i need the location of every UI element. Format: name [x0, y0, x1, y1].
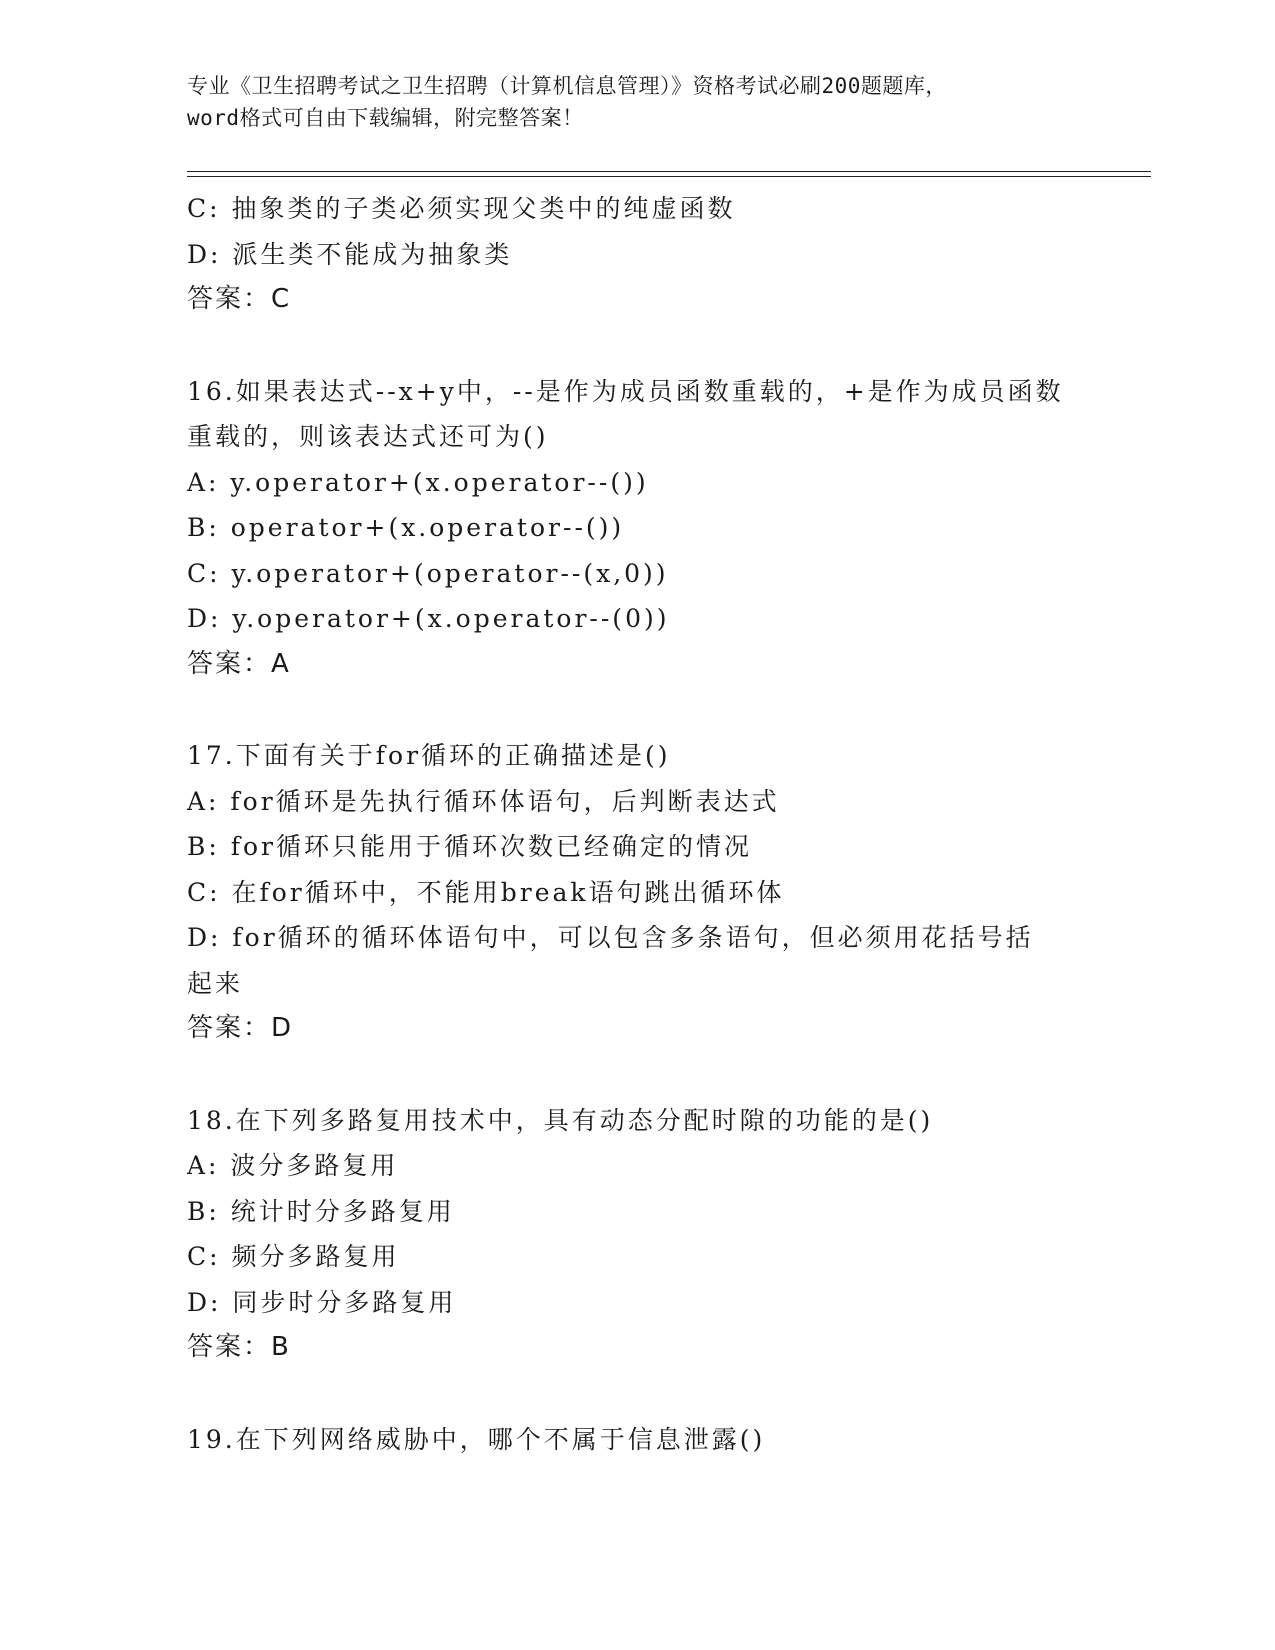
option-line: A: y.operator+(x.operator--())	[187, 467, 649, 497]
option-line: A: 波分多路复用	[187, 1151, 399, 1180]
question-list	[187, 186, 1087, 1462]
question-stem: 16.如果表达式--x+y中，--是作为成员函数重载的，+是作为成员函数	[187, 376, 1064, 406]
option-line: C: 抽象类的子类必须实现父类中的纯虚函数	[187, 194, 736, 223]
option-line: 起来	[187, 968, 244, 998]
question-block	[187, 369, 1087, 688]
block-gap	[187, 1371, 1087, 1417]
header-rule-bottom	[187, 176, 1151, 177]
option-line: D: 同步时分多路复用	[187, 1287, 457, 1317]
answer-line: 答案：B	[187, 1332, 291, 1362]
question-block	[187, 1417, 1087, 1463]
block-gap	[187, 687, 1087, 733]
answer-line: 答案：A	[187, 648, 291, 679]
option-line: C: 在for循环中，不能用break语句跳出循环体	[187, 877, 785, 907]
header-line-2: word格式可自由下载编辑，附完整答案！	[187, 106, 584, 130]
option-line: A: for循环是先执行循环体语句，后判断表达式	[187, 786, 780, 816]
option-line: B: 统计时分多路复用	[187, 1196, 455, 1226]
option-line: D: y.operator+(x.operator--(0))	[187, 604, 670, 633]
question-stem: 17.下面有关于for循环的正确描述是()	[187, 741, 671, 770]
answer-line: 答案：C	[187, 284, 292, 314]
question-block	[187, 733, 1087, 1052]
option-line: B: for循环只能用于循环次数已经确定的情况	[187, 832, 752, 861]
option-line: B: operator+(x.operator--())	[187, 513, 625, 542]
block-gap	[187, 1052, 1087, 1098]
option-line: D: for循环的循环体语句中，可以包含多条语句，但必须用花括号括	[187, 923, 1034, 952]
header-rule-top	[187, 171, 1151, 172]
option-line: C: 频分多路复用	[187, 1242, 400, 1271]
option-line: D: 派生类不能成为抽象类	[187, 239, 513, 269]
answer-line: 答案：D	[187, 1013, 294, 1043]
question-block	[187, 1098, 1087, 1371]
document-header	[187, 70, 1147, 134]
header-line-1: 专业《卫生招聘考试之卫生招聘（计算机信息管理）》资格考试必刷200题题库，	[187, 74, 947, 98]
question-block	[187, 186, 1087, 323]
question-stem: 重载的，则该表达式还可为()	[187, 422, 549, 451]
question-stem: 18.在下列多路复用技术中，具有动态分配时隙的功能的是()	[187, 1105, 934, 1135]
block-gap	[187, 323, 1087, 369]
option-line: C: y.operator+(operator--(x,0))	[187, 558, 669, 588]
question-stem: 19.在下列网络威胁中，哪个不属于信息泄露()	[187, 1424, 766, 1454]
